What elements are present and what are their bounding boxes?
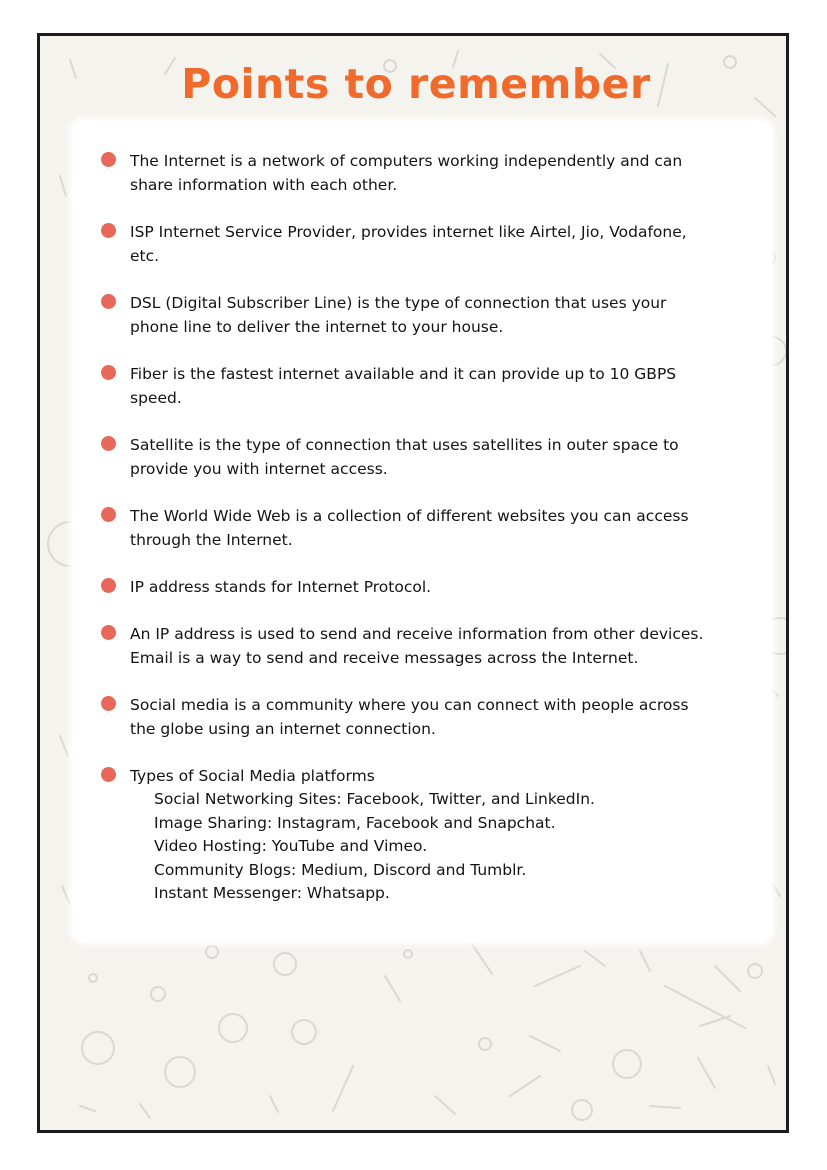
page-title: Points to remember [181, 60, 651, 108]
point-text: IP address stands for Internet Protocol. [130, 578, 432, 596]
bullet-dot-icon [101, 436, 116, 451]
point-text: Types of Social Media platforms [130, 767, 375, 785]
bullet-dot-icon [101, 696, 116, 711]
point-text: Fiber is the fastest internet available and it can provide up to 10 GBPS speed. [130, 365, 677, 407]
bullet-dot-icon [101, 152, 116, 167]
point-text: ISP Internet Service Provider, provides internet like Airtel, Jio, Vodafone, etc. [130, 223, 687, 265]
point-text: DSL (Digital Subscriber Line) is the type of connection that uses your phone line to deliver the internet to your house. [130, 294, 667, 336]
point-text: Social media is a community where you can connect with people across the globe using an internet connection. [130, 696, 689, 738]
bullet-dot-icon [101, 578, 116, 593]
bullet-dot-icon [101, 294, 116, 309]
sub-list-item: Video Hosting: YouTube and Vimeo. [154, 837, 428, 855]
point-text: The Internet is a network of computers working independently and can share information with each other. [130, 152, 683, 194]
sub-list-item: Instant Messenger: Whatsapp. [154, 884, 390, 902]
point-text: Satellite is the type of connection that uses satellites in outer space to provide you with internet access. [130, 436, 679, 478]
bullet-dot-icon [101, 767, 116, 782]
social-media-types-list [154, 788, 595, 906]
sub-list-item: Social Networking Sites: Facebook, Twitter, and LinkedIn. [154, 790, 595, 808]
points-card [72, 120, 772, 942]
bullet-dot-icon [101, 625, 116, 640]
sub-list-item: Image Sharing: Instagram, Facebook and Snapchat. [154, 813, 556, 832]
bullet-dot-icon [101, 365, 116, 380]
sub-list-item: Community Blogs: Medium, Discord and Tumblr. [154, 860, 527, 879]
point-text: The World Wide Web is a collection of different websites you can access through the Internet. [130, 507, 689, 549]
bullet-dot-icon [101, 507, 116, 522]
bullet-dot-icon [101, 223, 116, 238]
point-text: An IP address is used to send and receive information from other devices. Email is a way to send and receive messages across the Internet. [130, 625, 704, 667]
worksheet-page [37, 33, 789, 1133]
